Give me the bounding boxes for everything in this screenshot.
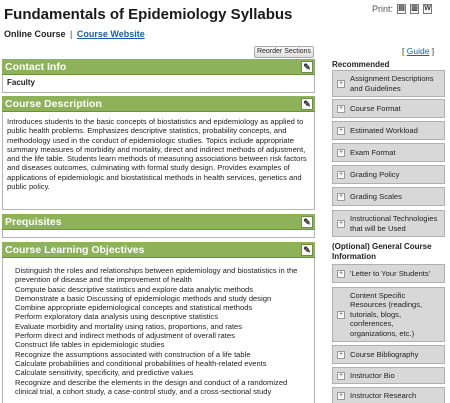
sidebar-item-course-bibliography[interactable] bbox=[332, 345, 445, 364]
sidebar-item-content-resources[interactable] bbox=[332, 287, 445, 342]
course-description-body bbox=[2, 112, 315, 210]
course-description-title: Course Description bbox=[5, 98, 102, 110]
objective-item: Perform direct and indirect methods of adjustment of overall rates bbox=[15, 331, 235, 341]
pencil-edit-icon[interactable]: ✎ bbox=[301, 216, 313, 228]
objectives-list bbox=[7, 264, 310, 396]
sidebar-item-assignment-descriptions[interactable] bbox=[332, 70, 445, 97]
guide-link-wrapper: [ Guide ] bbox=[402, 46, 435, 56]
sidebar-item-label: Assignment Descriptions and Guidelines bbox=[350, 74, 434, 93]
sidebar-item-grading-policy[interactable] bbox=[332, 165, 445, 184]
sidebar-item-instructional-technologies[interactable] bbox=[332, 210, 445, 237]
sidebar-item-label: Course Bibliography bbox=[350, 349, 419, 359]
sidebar-item-label: Content Specific Resources (readings, tutorials, blogs, conferences, organizations, etc.) bbox=[350, 290, 423, 338]
sidebar-item-label: Grading Policy bbox=[350, 169, 400, 179]
objective-item: Recognize and describe the elements in the design and conduct of a randomized clinical trial, a cohort study, a case-control study, and a cross-sectional study bbox=[15, 377, 288, 396]
objective-item: Recognize the assumptions associated with construction of a life table bbox=[15, 349, 251, 359]
objective-item: Construct life tables in epidemiologic studies bbox=[15, 340, 165, 350]
objective-item: Calculate probabilities and conditional probabilities of health-related events bbox=[15, 358, 267, 368]
objective-item: Demonstrate a basic Discussing of epidemiologic methods and study design bbox=[15, 293, 272, 303]
pencil-edit-icon[interactable]: ✎ bbox=[301, 61, 313, 73]
sidebar-item-label: Exam Format bbox=[350, 147, 396, 157]
course-description-header[interactable] bbox=[2, 96, 315, 112]
learning-objectives-title: Course Learning Objectives bbox=[5, 244, 145, 256]
sidebar-item-label: Instructor Bio bbox=[350, 370, 395, 380]
learning-objectives-header[interactable] bbox=[2, 242, 315, 258]
sidebar-item-exam-format[interactable] bbox=[332, 143, 445, 162]
contact-info-title: Contact Info bbox=[5, 61, 67, 73]
objective-item: Distinguish the roles and relationships between epidemiology and biostatistics in the prevention of disease and the improvement of health bbox=[15, 266, 298, 285]
plus-icon[interactable]: + bbox=[338, 310, 344, 318]
sidebar-item-estimated-workload[interactable] bbox=[332, 121, 445, 140]
sidebar-item-label: Grading Scales bbox=[350, 191, 402, 201]
sidebar-item-label: Instructor Research bbox=[350, 390, 417, 400]
prerequisites-body bbox=[2, 230, 315, 238]
plus-icon[interactable]: + bbox=[338, 104, 344, 112]
plus-icon[interactable]: + bbox=[338, 126, 344, 134]
sidebar-item-course-format[interactable] bbox=[332, 99, 445, 118]
objective-item: Evaluate morbidity and mortality using ratios, proportions, and rates bbox=[15, 321, 243, 331]
contact-info-header[interactable] bbox=[2, 59, 315, 75]
optional-info-heading: (Optional) General Course Information bbox=[332, 242, 432, 261]
sidebar-item-label: Estimated Workload bbox=[350, 125, 418, 135]
sidebar-item-grading-scales[interactable] bbox=[332, 187, 445, 206]
learning-objectives-body bbox=[2, 258, 315, 403]
reorder-sections-button[interactable]: Reorder Sections bbox=[254, 46, 314, 58]
plus-icon[interactable]: + bbox=[338, 148, 344, 156]
sidebar-item-letter-to-students[interactable] bbox=[332, 264, 445, 283]
sidebar-item-label: Instructional Technologies that will be Used bbox=[350, 214, 438, 233]
plus-icon[interactable]: + bbox=[338, 192, 344, 200]
sidebar-item-instructor-research[interactable] bbox=[332, 387, 445, 403]
plus-icon[interactable]: + bbox=[338, 350, 344, 358]
contact-info-body bbox=[2, 75, 315, 93]
sidebar-item-label: Course Format bbox=[350, 103, 401, 113]
guide-link[interactable]: Guide bbox=[406, 46, 430, 56]
pencil-edit-icon[interactable]: ✎ bbox=[301, 98, 313, 110]
printer-icon[interactable]: ▤ bbox=[398, 5, 405, 12]
print-label: Print: bbox=[372, 4, 394, 14]
sidebar-item-label: 'Letter to Your Students' bbox=[350, 268, 431, 278]
objective-item: Combine appropriate epidemiological concepts and statistical methods bbox=[15, 303, 253, 313]
plus-icon[interactable]: + bbox=[338, 391, 344, 399]
plus-icon[interactable]: + bbox=[338, 79, 344, 87]
course-description-text: Introduces students to the basic concepts of biostatistics and epidemiology as applied to public health problems. Emphasizes descriptive statistics, probability concepts, and methodology used in the conduct of epidemiologic studies. Topics include appropriate summary measures of morbidity and mortality, direct and indirect methods of adjustment, and the life table. Students learn methods of measuring associations between risk factors and diseases outcomes, culminating with formal study design. Provides examples of applications of epidemiologic and biostatistical methods in health services, genetics and public policy. bbox=[7, 117, 307, 192]
course-subline bbox=[4, 29, 145, 39]
prerequisites-title: Prequisites bbox=[5, 216, 62, 228]
sidebar-item-instructor-bio[interactable] bbox=[332, 367, 445, 384]
course-website-link[interactable]: Course Website bbox=[76, 29, 145, 39]
objective-item: Perform exploratory data analysis using descriptive statistics bbox=[15, 312, 219, 322]
separator: | bbox=[70, 29, 73, 39]
plus-icon[interactable]: + bbox=[338, 219, 344, 227]
course-type: Online Course bbox=[4, 29, 66, 39]
objective-item: Compute basic descriptive statistics and explore data analytic methods bbox=[15, 284, 254, 294]
recommended-heading: Recommended bbox=[332, 60, 390, 69]
print-toolbar bbox=[372, 4, 432, 14]
pdf-icon[interactable]: ▥ bbox=[411, 5, 418, 12]
objective-item: Calculate sensitivity, specificity, and predictive values bbox=[15, 368, 194, 378]
plus-icon[interactable]: + bbox=[338, 269, 344, 277]
pencil-edit-icon[interactable]: ✎ bbox=[301, 244, 313, 256]
plus-icon[interactable]: + bbox=[338, 170, 344, 178]
word-icon[interactable]: W bbox=[424, 5, 431, 12]
page-title: Fundamentals of Epidemiology Syllabus bbox=[4, 6, 293, 23]
faculty-label: Faculty bbox=[7, 78, 36, 87]
prerequisites-header[interactable] bbox=[2, 214, 315, 230]
plus-icon[interactable]: + bbox=[338, 371, 344, 379]
